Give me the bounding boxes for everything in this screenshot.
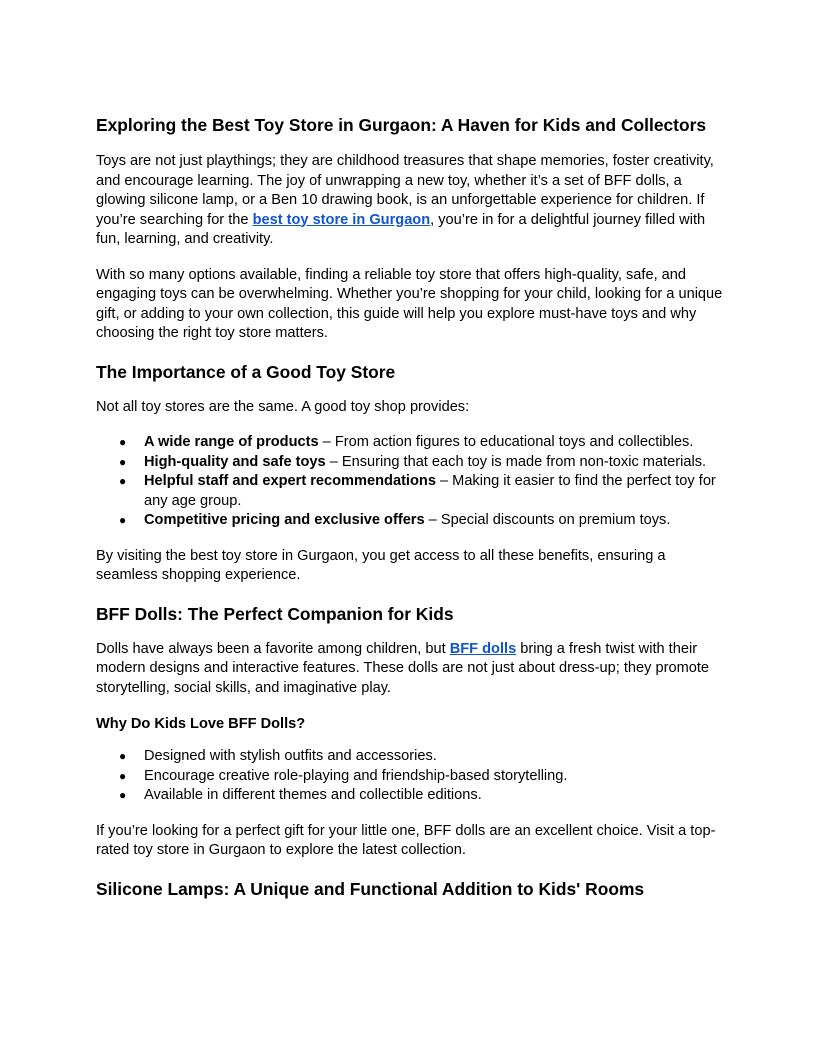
importance-list xyxy=(96,433,726,531)
bullet-icon: ● xyxy=(119,513,127,527)
importance-closing: By visiting the best toy store in Gurgaon, you get access to all these benefits, ensuring a seamless shopping experience. xyxy=(96,547,666,583)
list-item-bold: Competitive pricing and exclusive offers xyxy=(144,512,425,528)
bullet-icon: ● xyxy=(119,435,127,449)
bff-dolls-link[interactable]: BFF dolls xyxy=(449,640,517,657)
lamps-heading: Silicone Lamps: A Unique and Functional Addition to Kids' Rooms xyxy=(96,878,645,899)
bff-subheading: Why Do Kids Love BFF Dolls? xyxy=(96,716,306,732)
bff-closing: If you’re looking for a perfect gift for your little one, BFF dolls are an excellent choice. Visit a top-rated toy store in Gurgaon to explore the latest collection. xyxy=(96,822,716,858)
list-item xyxy=(119,472,726,511)
bullet-icon: ● xyxy=(119,768,127,783)
list-item-text: Designed with stylish outfits and accessories. xyxy=(144,748,437,764)
list-item xyxy=(119,786,726,806)
document-title: Exploring the Best Toy Store in Gurgaon: A Haven for Kids and Collectors xyxy=(96,115,707,135)
list-item xyxy=(119,453,726,473)
list-item-bold: A wide range of products xyxy=(144,434,319,450)
bff-heading: BFF Dolls: The Perfect Companion for Kids xyxy=(96,603,454,624)
list-item xyxy=(119,433,726,453)
bullet-icon: ● xyxy=(119,474,127,488)
bff-text-after-link: bring a fresh twist with their modern designs and interactive features. These dolls are not just about dress-up; they promote storytelling, social skills, and imaginative play. xyxy=(96,640,710,696)
importance-heading: The Importance of a Good Toy Store xyxy=(96,361,396,382)
list-item-bold: Helpful staff and expert recommendations xyxy=(144,473,436,489)
list-item-text: – Making it easier to find the perfect toy for any age group. xyxy=(144,473,716,509)
intro-text-before-link: Toys are not just playthings; they are childhood treasures that shape memories, foster creativity, and encourage learning. The joy of unwrapping a new toy, whether it’s a set of BFF dolls, a glowing silicone lamp, or a Ben 10 drawing book, is an unforgettable experience for children. If you’re searching for the xyxy=(96,153,714,228)
list-item xyxy=(119,747,726,767)
list-item-text: Encourage creative role-playing and friendship-based storytelling. xyxy=(144,767,568,784)
bff-text-before-link: Dolls have always been a favorite among children, but xyxy=(96,640,450,657)
document-page xyxy=(96,113,726,915)
best-toy-store-link[interactable]: best toy store in Gurgaon xyxy=(252,211,431,228)
bullet-icon: ● xyxy=(119,788,127,802)
bff-list xyxy=(96,747,726,806)
list-item xyxy=(119,511,726,531)
importance-lead: Not all toy stores are the same. A good toy shop provides: xyxy=(96,398,470,415)
intro-paragraph-2: With so many options available, finding a reliable toy store that offers high-quality, safe, and engaging toys can be overwhelming. Whether you’re shopping for your child, looking for a unique gift, or adding to your own collection, this guide will help you explore must-have toys and why choosing the right toy store matters. xyxy=(96,266,723,341)
intro-text-after-link: , you’re in for a delightful journey filled with fun, learning, and creativity. xyxy=(96,211,706,247)
bullet-icon: ● xyxy=(119,749,127,763)
list-item-bold: High-quality and safe toys xyxy=(144,453,326,470)
list-item-text: – From action figures to educational toys and collectibles. xyxy=(318,434,694,450)
bullet-icon: ● xyxy=(119,454,127,469)
list-item-text: Available in different themes and collectible editions. xyxy=(144,787,482,803)
list-item-text: – Special discounts on premium toys. xyxy=(424,512,671,528)
list-item-text: – Ensuring that each toy is made from non-toxic materials. xyxy=(325,453,707,470)
list-item xyxy=(119,767,726,787)
bff-paragraph xyxy=(96,640,726,699)
intro-paragraph-1 xyxy=(96,152,726,250)
